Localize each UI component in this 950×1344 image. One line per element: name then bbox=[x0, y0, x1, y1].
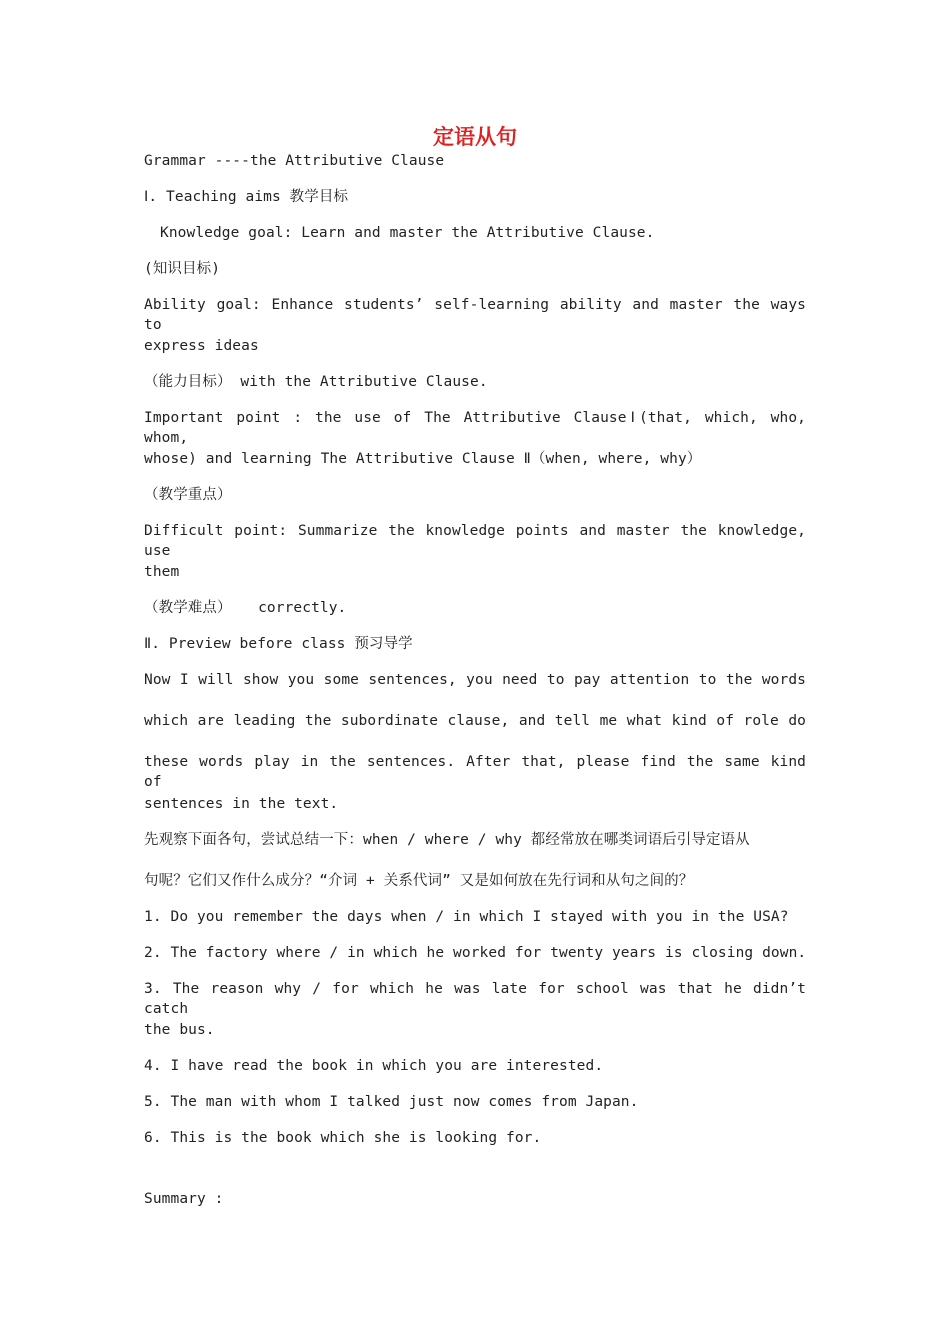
chinese-instruction-line-1: 先观察下面各句，尝试总结一下：when / where / why 都经常放在哪类词语后引导定语从 bbox=[144, 832, 750, 848]
preview-para-line-1: Now I will show you some sentences, you need to pay attention to the words bbox=[144, 672, 806, 688]
section-2-heading: Ⅱ. Preview before class 预习导学 bbox=[144, 636, 413, 652]
knowledge-goal: Knowledge goal: Learn and master the Attributive Clause. bbox=[160, 225, 655, 241]
ability-goal: Ability goal: Enhance students’ self-learning ability and master the ways to bbox=[144, 297, 806, 333]
chinese-instruction-line-2: 句呢？它们又作什么成分？“介词 + 关系代词” 又是如何放在先行词和从句之间的？ bbox=[144, 873, 694, 889]
difficult-point-cont: them bbox=[144, 564, 180, 580]
summary-label: Summary : bbox=[144, 1191, 224, 1207]
example-sentence-4: 4. I have read the book in which you are interested. bbox=[144, 1058, 604, 1074]
example-sentence-3: 3. The reason why / for which he was late for school was that he didn’t catch bbox=[144, 981, 806, 1017]
ability-goal-cont: express ideas bbox=[144, 338, 259, 354]
preview-para-line-4: sentences in the text. bbox=[144, 796, 339, 812]
difficult-point-label: （教学难点） correctly. bbox=[144, 600, 347, 616]
example-sentence-2: 2. The factory where / in which he worked for twenty years is closing down. bbox=[144, 945, 807, 961]
difficult-point: Difficult point: Summarize the knowledge points and master the knowledge, use bbox=[144, 523, 806, 559]
example-sentence-5: 5. The man with whom I talked just now comes from Japan. bbox=[144, 1094, 639, 1110]
example-sentence-1: 1. Do you remember the days when / in which I stayed with you in the USA? bbox=[144, 909, 789, 925]
important-point: Important point : the use of The Attributive ClauseⅠ(that, which, who, whom, bbox=[144, 410, 806, 446]
page-title: 定语从句 bbox=[433, 125, 517, 149]
important-point-cont: whose) and learning The Attributive Clause Ⅱ（when, where, why） bbox=[144, 451, 702, 467]
knowledge-goal-label: (知识目标) bbox=[144, 261, 221, 277]
important-point-label: （教学重点） bbox=[144, 487, 232, 503]
preview-para-line-3: these words play in the sentences. After that, please find the same kind of bbox=[144, 754, 806, 790]
example-sentence-3-cont: the bus. bbox=[144, 1022, 215, 1038]
grammar-heading: Grammar ----the Attributive Clause bbox=[144, 153, 445, 169]
preview-para-line-2: which are leading the subordinate clause, and tell me what kind of role do bbox=[144, 713, 806, 729]
ability-goal-label: （能力目标） with the Attributive Clause. bbox=[144, 374, 488, 390]
example-sentence-6: 6. This is the book which she is looking for. bbox=[144, 1130, 542, 1146]
section-1-heading: Ⅰ. Teaching aims 教学目标 bbox=[144, 189, 349, 205]
